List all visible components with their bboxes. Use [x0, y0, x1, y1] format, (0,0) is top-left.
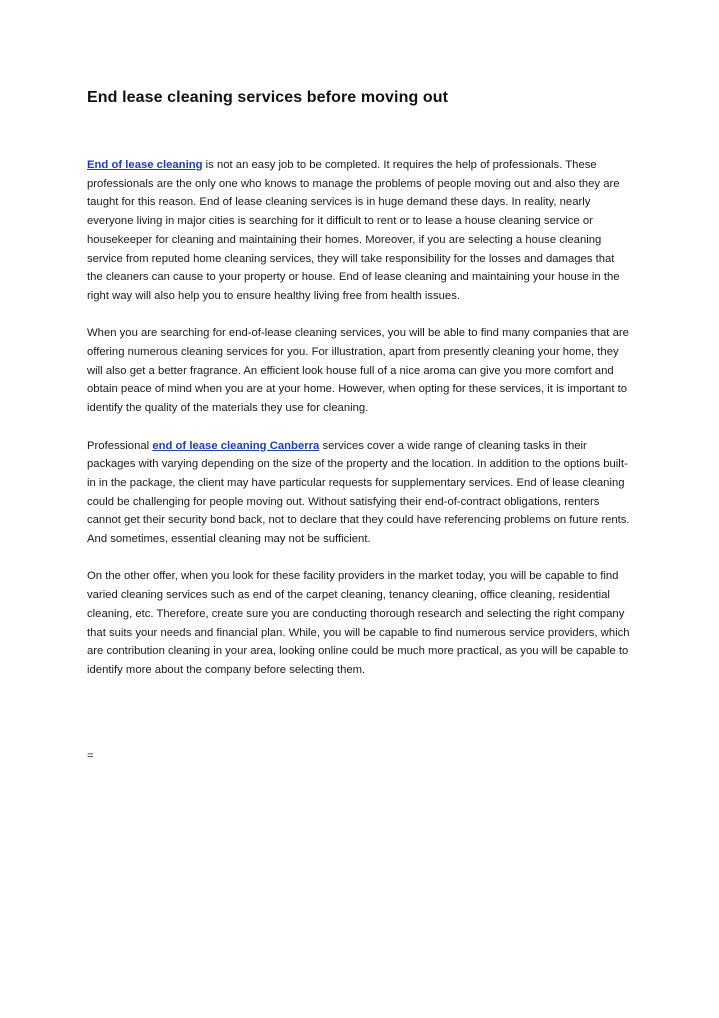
end-of-lease-cleaning-canberra-link[interactable]: end of lease cleaning Canberra: [152, 439, 320, 452]
paragraph-3-text-after: services cover a wide range of cleaning tasks in their packages with varying depending on the size of the property and the location. In addition to the options built-in in the package, the client may have particular requests for supplementary services. End of lease cleaning could be challenging for people moving out. Without satisfying their end-of-contract obligations, renters cannot get their security bond back, not to declare that they could have referencing problems on future rents. And sometimes, essential cleaning may not be sufficient.: [87, 439, 630, 546]
document-body: [87, 156, 633, 698]
trailing-symbol: =: [87, 750, 94, 762]
paragraph-3-text-before: Professional: [87, 439, 153, 452]
paragraph-1: [87, 156, 633, 306]
paragraph-2: When you are searching for end-of-lease cleaning services, you will be able to find many companies that are offering numerous cleaning services for you. For illustration, apart from presently cleaning your home, they will also get a better fragrance. An efficient look house full of a nice aroma can give you more comfort and obtain peace of mind when you are at your home. However, when opting for these services, it is important to identify the quality of the materials they use for cleaning.: [87, 327, 629, 415]
paragraph-4: On the other offer, when you look for these facility providers in the market today, you will be capable to find varied cleaning services such as end of the carpet cleaning, tenancy cleaning, office cleaning, residential cleaning, etc. Therefore, create sure you are conducting thorough research and selecting the right company that suits your needs and financial plan. While, you will be capable to find numerous service providers, which are contribution cleaning in your area, looking online could be much more practical, as you will be capable to identify more about the company before selecting them.: [87, 570, 630, 676]
paragraph-3: [87, 437, 633, 549]
end-of-lease-cleaning-link[interactable]: End of lease cleaning: [87, 159, 203, 171]
paragraph-1-text: is not an easy job to be completed. It requires the help of professionals. These professionals are the only one who knows to manage the problems of people moving out and also they are taught for this reason. End of lease cleaning services is in huge demand these days. In reality, nearly everyone living in major cities is searching for it difficult to rent or to lease a house cleaning service or housekeeper for cleaning and maintaining their homes. Moreover, if you are selecting a house cleaning service from reputed home cleaning services, they will take responsibility for the losses and damages that the cleaners can cause to your property or house. End of lease cleaning and maintaining your house in the right way will also help you to ensure healthy living free from health issues.: [87, 159, 620, 302]
document-title: End lease cleaning services before moving out: [87, 89, 449, 106]
